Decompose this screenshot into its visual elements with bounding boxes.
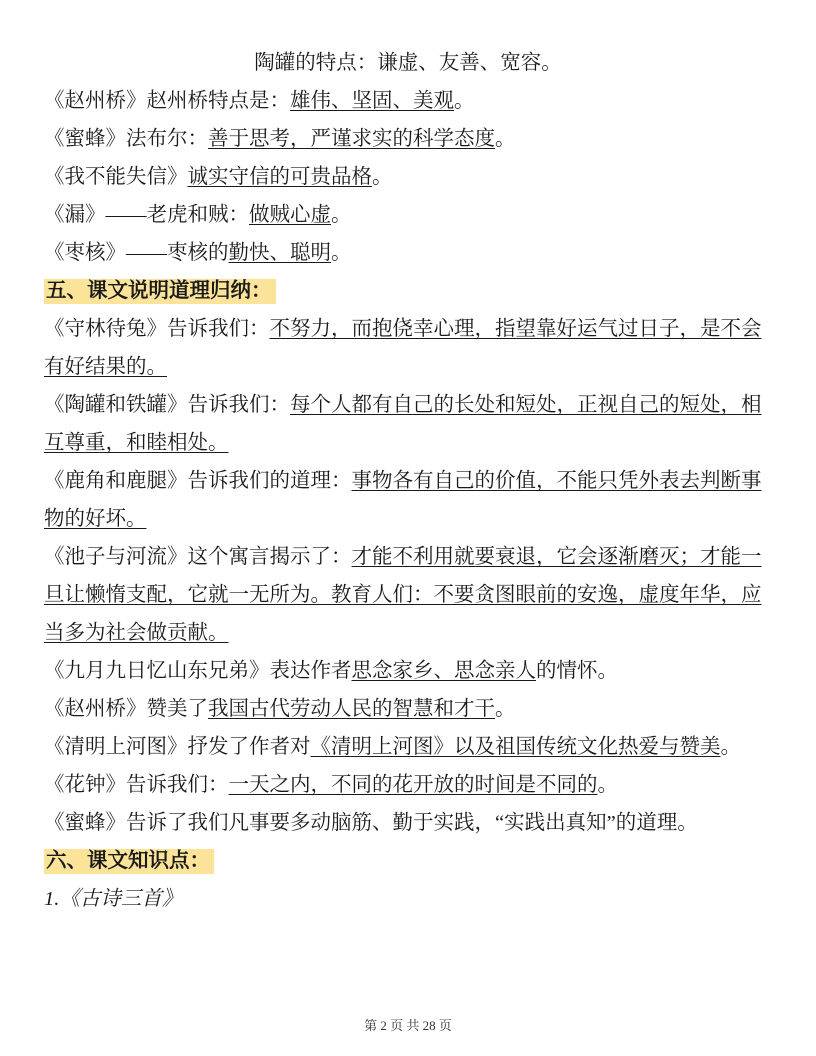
text-line: [44, 766, 772, 804]
text-line: [44, 44, 772, 82]
text-line: [44, 196, 772, 234]
line-text: 的情怀。: [536, 660, 618, 682]
heading-text: 六、课文知识点：: [44, 849, 214, 874]
line-text: 。: [720, 736, 741, 758]
line-text: 陶罐的特点：谦虚、友善、宽容。: [254, 52, 562, 74]
line-text: 《我不能失信》: [44, 166, 188, 188]
underlined-text: 才能不利用就要衰退，它会逐渐磨灭；才能一旦让懒惰支配，它就一无所为。教育人们：不要贪图眼前的安逸，虚度年华，应当多为社会做贡献。: [44, 546, 762, 644]
text-line: [44, 538, 772, 652]
line-text: 《鹿角和鹿腿》告诉我们的道理：: [44, 470, 352, 492]
heading-text: 五、课文说明道理归纳：: [44, 279, 276, 304]
underlined-text: 诚实守信的可贵品格: [187, 166, 372, 188]
line-text: 《枣核》——枣核的: [44, 242, 229, 264]
underlined-text: 勤快、聪明: [228, 242, 331, 264]
underlined-text: 思念家乡、思念亲人: [351, 660, 536, 682]
document-body: [44, 44, 772, 918]
underlined-text: 我国古代劳动人民的智慧和才干: [208, 698, 495, 720]
text-line: [44, 234, 772, 272]
line-text: 《蜜蜂》法布尔：: [44, 128, 208, 150]
underlined-text: 《清明上河图》以及祖国传统文化热爱与赞美: [310, 736, 721, 758]
underlined-text: 事物各有自己的价值，不能只凭外表去判断事物的好坏。: [44, 470, 762, 530]
text-line: [44, 652, 772, 690]
underlined-text: 善于思考，严谨求实的科学态度: [208, 128, 495, 150]
line-text: 《清明上河图》抒发了作者对: [44, 736, 311, 758]
footer-text: 第 2 页 共 28 页: [364, 1018, 452, 1033]
section-heading-five: [44, 272, 772, 310]
line-text: 《九月九日忆山东兄弟》表达作者: [44, 660, 352, 682]
line-text: 《赵州桥》赵州桥特点是：: [44, 90, 290, 112]
line-text: 1.《古诗三首》: [44, 888, 183, 910]
line-text: 。: [331, 204, 352, 226]
underlined-text: 一天之内，不同的花开放的时间是不同的: [228, 774, 598, 796]
text-line: [44, 82, 772, 120]
text-line: [44, 728, 772, 766]
list-item: [44, 880, 772, 918]
line-text: 。: [331, 242, 352, 264]
line-text: 《守林待兔》告诉我们：: [44, 318, 270, 340]
line-text: 《漏》——老虎和贼：: [44, 204, 249, 226]
line-text: 《花钟》告诉我们：: [44, 774, 229, 796]
text-line: [44, 386, 772, 462]
underlined-text: 做贼心虚: [249, 204, 331, 226]
text-line: [44, 310, 772, 386]
page-footer: [0, 1015, 816, 1034]
text-line: [44, 158, 772, 196]
line-text: 《蜜蜂》告诉了我们凡事要多动脑筋、勤于实践，“实践出真知”的道理。: [44, 812, 698, 834]
text-line: [44, 462, 772, 538]
text-line: [44, 804, 772, 842]
line-text: 。: [454, 90, 475, 112]
underlined-text: 每个人都有自己的长处和短处，正视自己的短处，相互尊重，和睦相处。: [44, 394, 762, 454]
section-heading-six: [44, 842, 772, 880]
line-text: 。: [495, 698, 516, 720]
line-text: 《陶罐和铁罐》告诉我们：: [44, 394, 290, 416]
line-text: 《池子与河流》这个寓言揭示了：: [44, 546, 352, 568]
text-line: [44, 120, 772, 158]
line-text: 。: [372, 166, 393, 188]
text-line: [44, 690, 772, 728]
line-text: 《赵州桥》赞美了: [44, 698, 208, 720]
underlined-text: 雄伟、坚固、美观: [290, 90, 454, 112]
line-text: 。: [495, 128, 516, 150]
underlined-text: 不努力，而抱侥幸心理，指望靠好运气过日子，是不会有好结果的。: [44, 318, 762, 378]
line-text: 。: [597, 774, 618, 796]
